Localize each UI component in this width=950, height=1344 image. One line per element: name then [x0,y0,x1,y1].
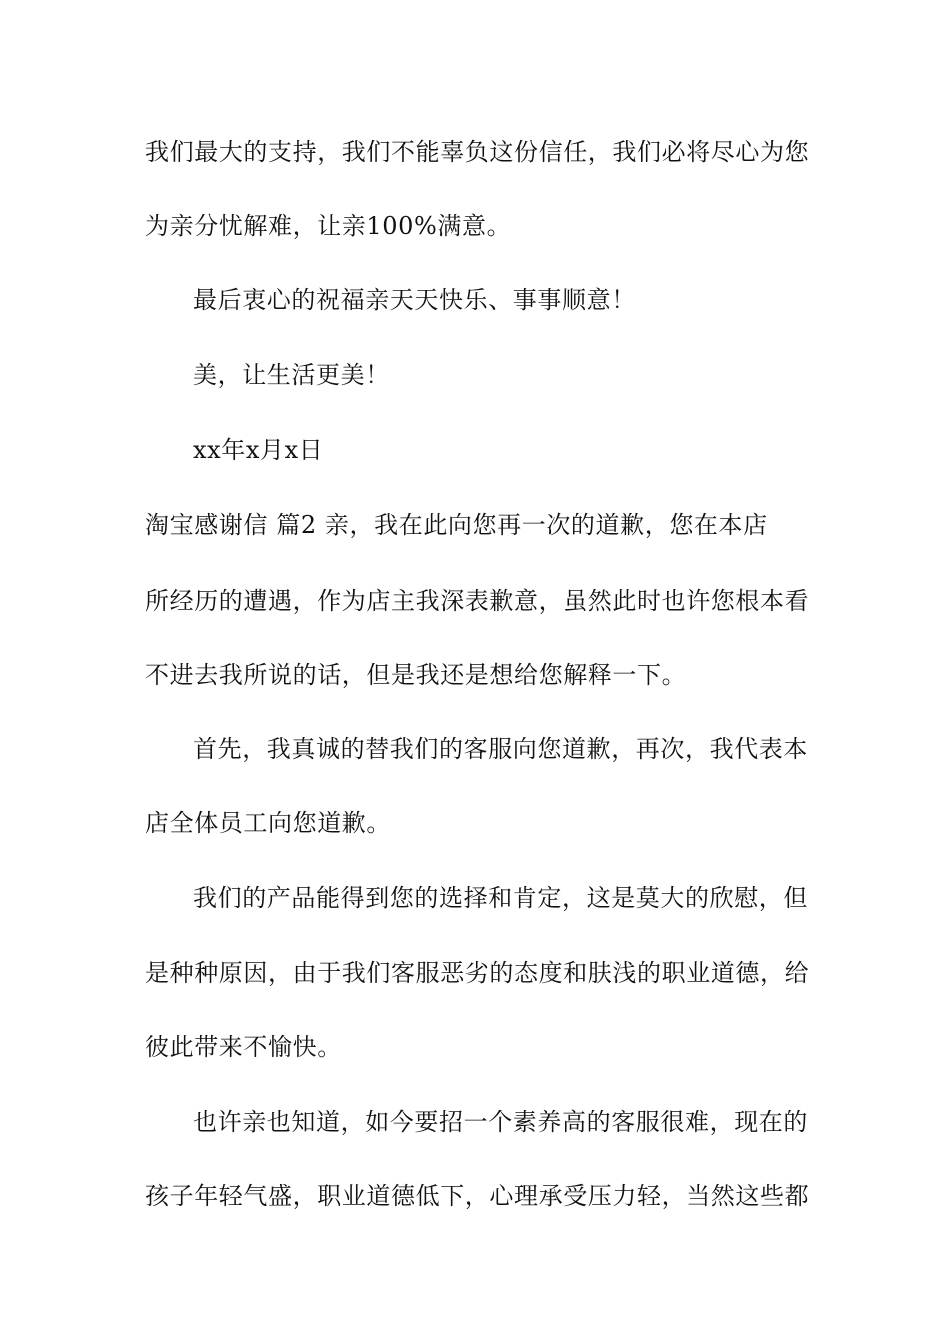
text-line: 首先，我真诚的替我们的客服向您道歉，再次，我代表本 [193,735,808,763]
text-line: 美，让生活更美！ [193,361,390,389]
text-line: 也许亲也知道，如今要招一个素养高的客服很难，现在的 [193,1108,808,1136]
text-line: 彼此带来不愉快。 [145,1033,342,1061]
text-line: 所经历的遭遇，作为店主我深表歉意，虽然此时也许您根本看 [145,587,810,615]
section-heading-line: 淘宝感谢信 篇2 亲，我在此向您再一次的道歉，您在本店 [145,511,768,539]
text-line: 我们的产品能得到您的选择和肯定，这是莫大的欣慰，但 [193,884,808,912]
text-line: 孩子年轻气盛，职业道德低下，心理承受压力轻，当然这些都 [145,1182,810,1210]
text-line: 不进去我所说的话，但是我还是想给您解释一下。 [145,661,687,689]
text-line: 我们最大的支持，我们不能辜负这份信任，我们必将尽心为您 [145,138,810,166]
text-line: 是种种原因，由于我们客服恶劣的态度和肤浅的职业道德，给 [145,959,810,987]
text-line: 为亲分忧解难，让亲100%满意。 [145,212,512,240]
text-line: 店全体员工向您道歉。 [145,809,391,837]
date-line: xx年x月x日 [193,436,324,464]
text-line: 最后衷心的祝福亲天天快乐、事事顺意！ [193,286,636,314]
